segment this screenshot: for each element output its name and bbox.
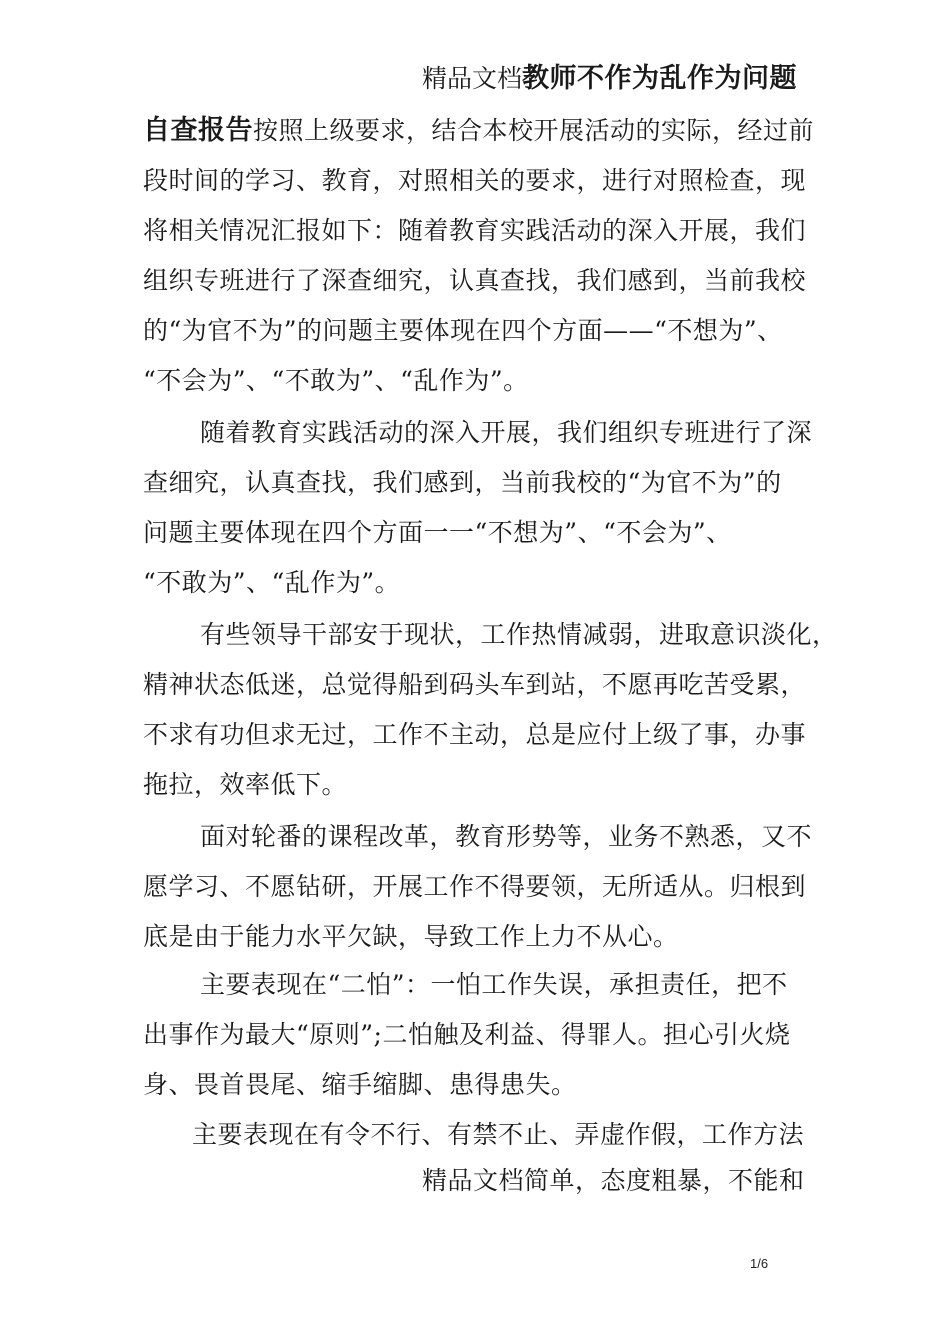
footer-watermark: 精品文档: [422, 1166, 525, 1195]
paragraph-line: 愿学习、不愿钻研，开展工作不得要领，无所适从。归根到: [143, 872, 807, 901]
paragraph-line: 有些领导干部安于现状，工作热情减弱，进取意识淡化，: [200, 620, 838, 649]
header-watermark: 精品文档: [422, 64, 523, 93]
paragraph-line: 不求有功但求无过，工作不主动，总是应付上级了事，办事: [143, 720, 807, 749]
paragraph-line: 拖拉，效率低下。: [143, 770, 348, 799]
paragraph-line: 问题主要体现在四个方面一一“不想为”、“不会为”、: [143, 518, 732, 547]
paragraph-line: 出事作为最大“原则”;二怕触及利益、得罪人。担心引火烧: [143, 1020, 791, 1049]
paragraph-line: 的“为官不为”的问题主要体现在四个方面——“不想为”、: [143, 316, 783, 345]
paragraph-line: 主要表现在有令不行、有禁不止、弄虚作假，工作方法: [192, 1120, 805, 1149]
paragraph-line: 随着教育实践活动的深入开展，我们组织专班进行了深: [200, 418, 813, 447]
paragraph-line: [143, 116, 814, 146]
paragraph-line: “不会为”、“不敢为”、“乱作为”。: [143, 366, 529, 395]
document-title-continuation: 自查报告: [143, 115, 253, 146]
paragraph-line: 精神状态低迷，总觉得船到码头车到站，不愿再吃苦受累，: [143, 670, 807, 699]
paragraph-line: 段时间的学习、教育，对照相关的要求，进行对照检查，现: [143, 166, 807, 195]
paragraph-line: 底是由于能力水平欠缺，导致工作上力不从心。: [143, 922, 679, 951]
paragraph-line: 查细究，认真查找，我们感到，当前我校的“为官不为”的: [143, 468, 782, 497]
document-title: 教师不作为乱作为问题: [522, 63, 798, 94]
footer-text: 简单，态度粗暴，不能和: [524, 1166, 805, 1195]
paragraph-line: 面对轮番的课程改革，教育形势等，业务不熟悉，又不: [200, 822, 813, 851]
paragraph-line: 主要表现在“二怕”：一怕工作失误，承担责任，把不: [200, 970, 788, 999]
paragraph-line: “不敢为”、“乱作为”。: [143, 568, 401, 597]
document-footer-line: [422, 1166, 805, 1196]
document-header: [422, 62, 797, 96]
paragraph-line: 组织专班进行了深查细究，认真查找，我们感到，当前我校: [143, 266, 807, 295]
page-number: 1/6: [750, 1256, 769, 1271]
paragraph-line: 将相关情况汇报如下：随着教育实践活动的深入开展，我们: [143, 216, 807, 245]
paragraph-text: 按照上级要求，结合本校开展活动的实际，经过前: [253, 116, 815, 145]
paragraph-line: 身、畏首畏尾、缩手缩脚、患得患失。: [143, 1070, 577, 1099]
